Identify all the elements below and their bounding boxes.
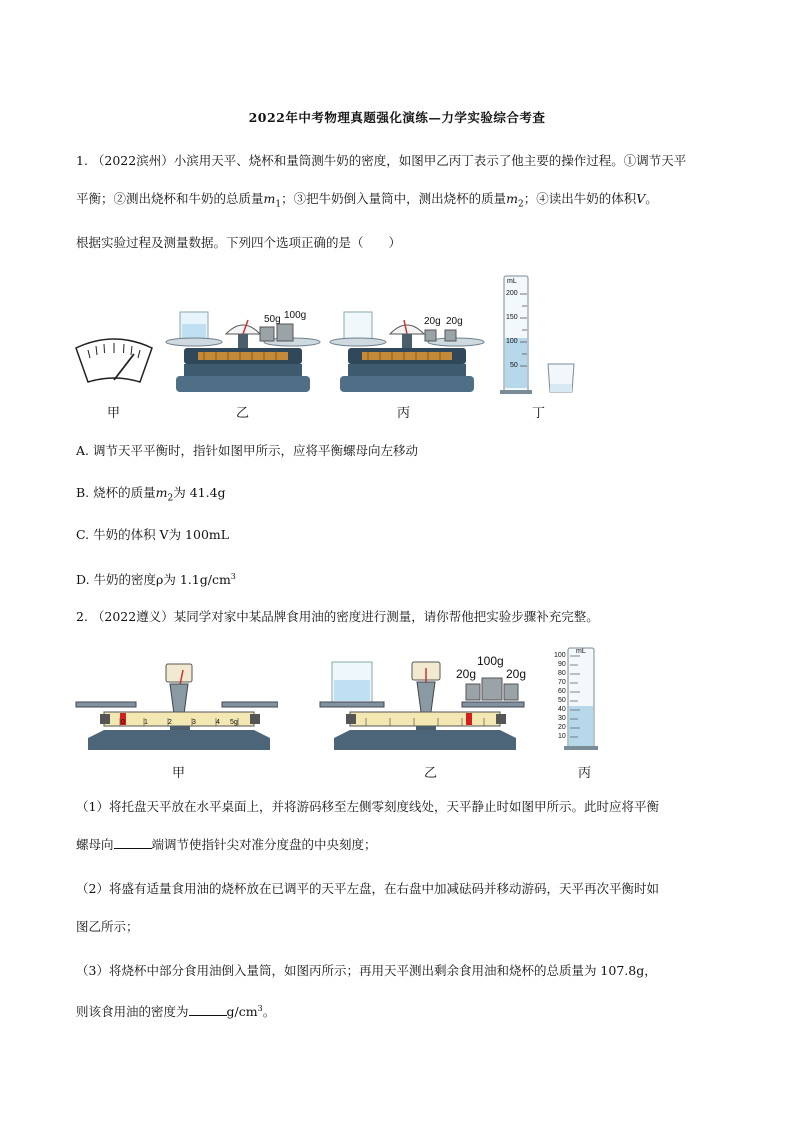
weight-label: 20g (424, 316, 441, 327)
q1-option-d (76, 564, 716, 593)
fig1-label-ding: 丁 (532, 406, 546, 421)
cylinder-unit: mL (576, 648, 586, 655)
weight-label: 20g (506, 667, 527, 681)
cylinder-tick-label: 200 (506, 290, 518, 297)
q1-line-3: 根据实验过程及测量数据。下列四个选项正确的是（ ） (76, 234, 402, 250)
step-2-line-1: （2）将盛有适量食用油的烧杯放在已调平的天平左盘，在右盘中加减砝码并移动游码，天平再次平衡时如 (76, 881, 659, 896)
m2-symbol: m (155, 485, 168, 500)
answer-blank-density[interactable] (189, 1003, 227, 1016)
q2-step-1 (76, 794, 716, 858)
q1-text: ；③把牛奶倒入量筒中，测出烧杯的质量 (281, 191, 507, 206)
cylinder-tick-label: 150 (506, 314, 518, 321)
scale-tick-label: 4 (216, 719, 220, 726)
q2-step-3 (76, 958, 716, 1025)
scale-tick-label: 2 (168, 719, 172, 726)
cylinder-tick-label: 30 (558, 715, 566, 722)
answer-blank-direction[interactable] (114, 836, 152, 849)
m1-subscript: 1 (275, 199, 282, 210)
cylinder-tick-label: 20 (558, 724, 566, 731)
fig2-label-bing: 丙 (578, 766, 592, 781)
cylinder-tick-label: 100 (554, 652, 566, 659)
step-3-line-2 (76, 996, 716, 1025)
cylinder-tick-label: 60 (558, 688, 566, 695)
figure-1-jia-dial (74, 334, 154, 384)
scale-tick-label: 1 (144, 719, 148, 726)
step-3-text: 。 (262, 1004, 276, 1020)
cylinder-tick-label: 70 (558, 679, 566, 686)
q2-step-2 (76, 876, 716, 940)
question-2-stem: 2. （2022遵义）某同学对家中某品牌食用油的密度进行测量，请你帮他把实验步骤补充完整。 (76, 609, 599, 624)
cylinder-tick-label: 90 (558, 661, 566, 668)
m2-subscript: 2 (517, 199, 524, 210)
fig1-label-jia: 甲 (107, 406, 121, 421)
fig1-label-bing: 丙 (397, 406, 411, 421)
v-symbol: V (636, 191, 646, 206)
step-3-line-1: （3）将烧杯中部分食用油倒入量筒，如图丙所示；再用天平测出剩余食用油和烧杯的总质量为 107.8g， (76, 963, 657, 978)
step-3-text: 则该食用油的密度为 (76, 1004, 189, 1020)
step-2-line-2: 图乙所示； (76, 919, 139, 934)
weight-label: 50g (264, 314, 281, 325)
scale-tick-label: 0 (121, 719, 125, 726)
m1-symbol: m (263, 191, 276, 206)
scale-tick-label: 5g (230, 719, 238, 726)
option-d-text: D. 牛奶的密度ρ为 1.1g/cm (76, 572, 231, 588)
cylinder-tick-label: 100 (506, 338, 518, 345)
cylinder-unit: mL (507, 278, 517, 285)
q1-text: 平衡；②测出烧杯和牛奶的总质量 (76, 191, 264, 206)
m2-subscript: 2 (167, 493, 174, 504)
option-d-superscript: 3 (230, 572, 236, 581)
m2-symbol: m (506, 191, 518, 206)
weight-label: 100g (284, 310, 307, 321)
q1-text: ；④读出牛奶的体积 (523, 191, 637, 206)
q1-line-1: 1. （2022滨州）小滨用天平、烧杯和量筒测牛奶的密度，如图甲乙丙丁表示了他主要的操作过程。①调节天平 (76, 153, 687, 168)
q1-option-c: C. 牛奶的体积 V为 100mL (76, 527, 230, 542)
weight-label: 20g (456, 667, 477, 681)
fig2-label-jia: 甲 (172, 766, 186, 781)
question-1-stem (76, 148, 716, 256)
cylinder-tick-label: 10 (558, 733, 566, 740)
page-title: 2022年中考物理真题强化演练—力学实验综合考查 (248, 110, 546, 125)
q1-option-b (76, 480, 716, 512)
step-1-line-2 (76, 832, 716, 858)
step-1-line-1: （1）将托盘天平放在水平桌面上，并将游码移至左侧零刻度线处，天平静止时如图甲所示。此时应将平衡 (76, 799, 659, 814)
step-3-superscript: 3 (257, 1004, 263, 1013)
cylinder-tick-label: 80 (558, 670, 566, 677)
figure-2-yi-balance (318, 654, 528, 760)
option-b-text: B. 烧杯的质量 (76, 485, 156, 500)
figure-2-jia-balance (74, 660, 278, 760)
q1-text: 。 (645, 191, 658, 206)
q1-line-2 (76, 186, 716, 218)
weight-label: 100g (477, 654, 504, 668)
q1-option-a: A. 调节天平平衡时，指针如图甲所示，应将平衡螺母向左移动 (76, 443, 418, 458)
option-b-text: 为 41.4g (173, 485, 226, 500)
step-3-text: g/cm (226, 1004, 258, 1020)
step-1-text: 端调节使指针尖对准分度盘的中央刻度； (151, 837, 377, 852)
step-1-text: 螺母向 (76, 837, 114, 852)
weight-label: 20g (446, 316, 463, 327)
fig2-label-yi: 乙 (424, 766, 438, 781)
cylinder-tick-label: 50 (510, 362, 518, 369)
cylinder-tick-label: 40 (558, 706, 566, 713)
cylinder-tick-label: 50 (558, 697, 566, 704)
scale-tick-label: 3 (192, 719, 196, 726)
fig1-label-yi: 乙 (236, 406, 250, 421)
